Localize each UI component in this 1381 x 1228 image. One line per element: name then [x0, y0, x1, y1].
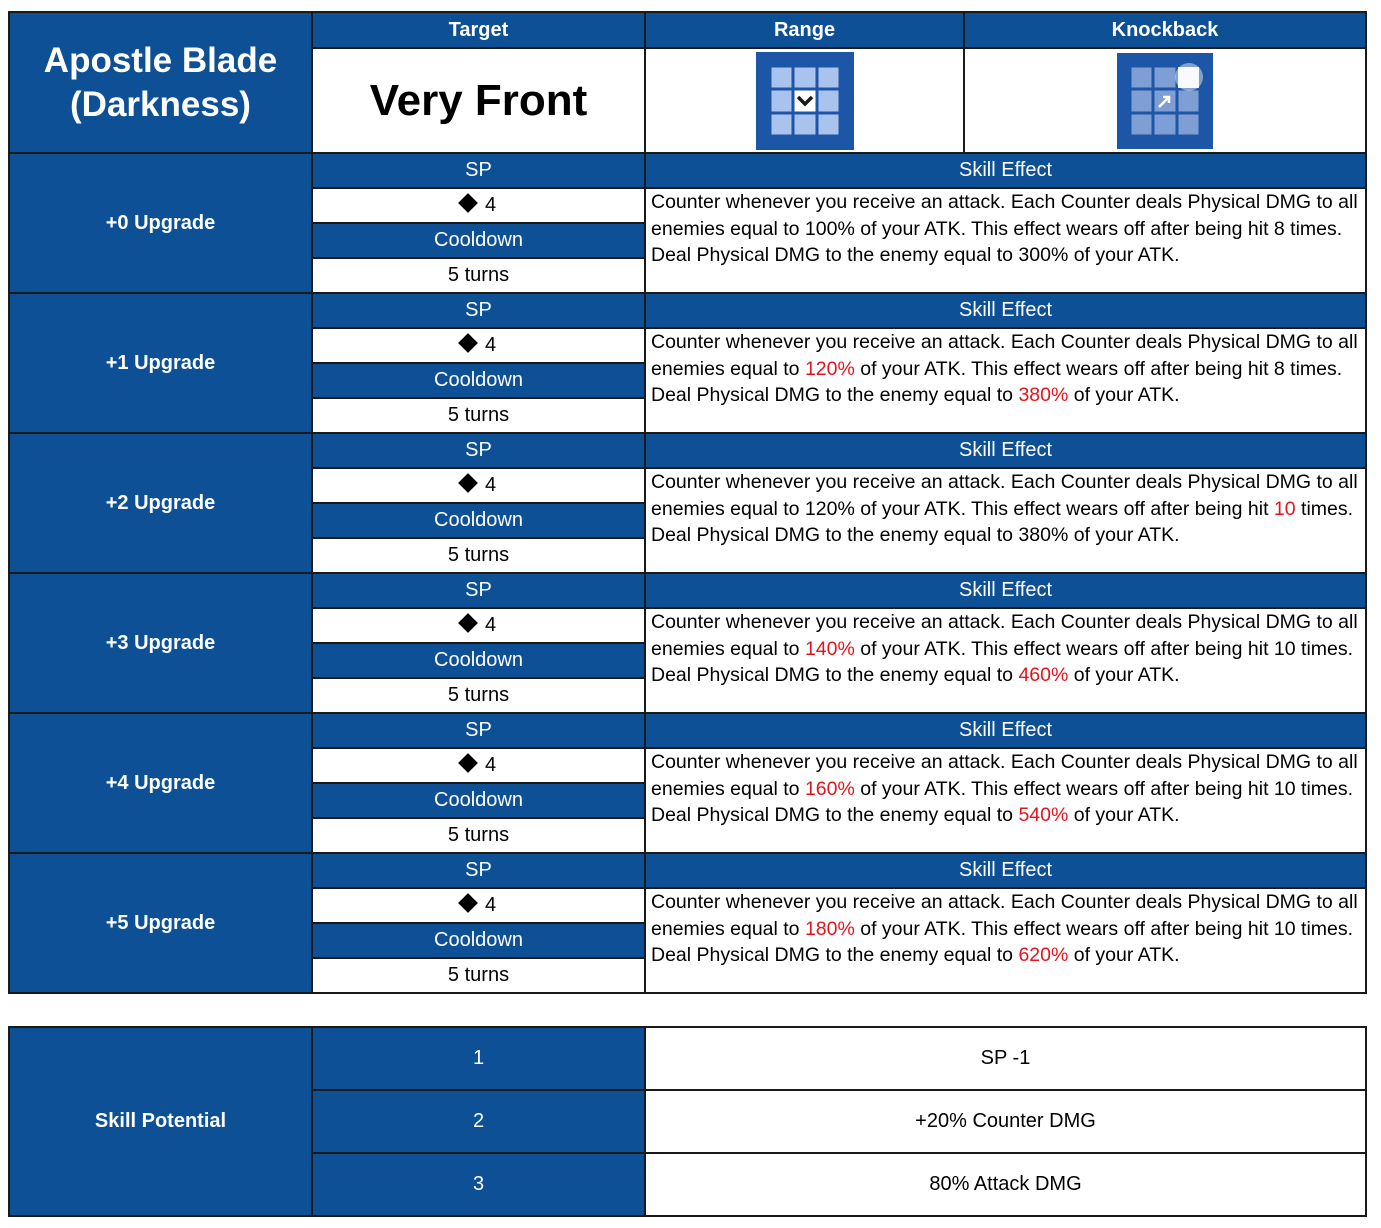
sp-header: SP — [312, 293, 645, 328]
effect-highlight: 540% — [1018, 804, 1069, 826]
skill-potential-title: Skill Potential — [9, 1027, 312, 1216]
sp-value: 4 — [484, 894, 497, 916]
potential-row — [9, 1027, 1366, 1090]
effect-highlight: 180% — [804, 917, 855, 940]
sp-value: 4 — [484, 334, 497, 356]
potential-number: 1 — [312, 1027, 645, 1090]
upgrade-label: +2 Upgrade — [9, 433, 312, 573]
effect-text: of your ATK. — [1068, 384, 1180, 406]
sp-value: 4 — [484, 194, 497, 216]
diamond-icon — [458, 193, 478, 213]
skill-name-line1: Apostle Blade — [43, 40, 278, 80]
sp-header: SP — [312, 713, 645, 748]
sp-value: 4 — [484, 754, 497, 776]
cooldown-header: Cooldown — [312, 643, 645, 678]
skill-effect-text — [645, 328, 1366, 433]
sp-value: 4 — [484, 614, 497, 636]
sp-value-cell — [312, 468, 645, 503]
effect-text: of your ATK. This effect wears off after being hit 10 times. Deal Physical DMG to the enemy equal to — [651, 917, 1354, 966]
skill-effect-header: Skill Effect — [645, 713, 1366, 748]
sp-value: 4 — [484, 474, 497, 496]
skill-effect-text — [645, 188, 1366, 293]
cooldown-value: 5 turns — [312, 538, 645, 573]
upgrade-label: +5 Upgrade — [9, 853, 312, 993]
effect-text: Counter whenever you receive an attack. Each Counter deals Physical DMG to all enemies equal to — [651, 751, 1358, 800]
target-header: Target — [312, 12, 645, 48]
sp-value-cell — [312, 328, 645, 363]
cooldown-value: 5 turns — [312, 258, 645, 293]
effect-text: of your ATK. This effect wears off after being hit 8 times. Deal Physical DMG to the enemy equal to — [651, 357, 1343, 406]
skill-effect-header: Skill Effect — [645, 293, 1366, 328]
effect-highlight: 160% — [804, 777, 855, 800]
effect-text: of your ATK. This effect wears off after being hit 10 times. Deal Physical DMG to the enemy equal to — [651, 637, 1354, 686]
diamond-icon — [458, 893, 478, 913]
skill-table-body — [9, 12, 1366, 993]
potential-number: 3 — [312, 1153, 645, 1216]
cooldown-value: 5 turns — [312, 818, 645, 853]
cooldown-header: Cooldown — [312, 923, 645, 958]
effect-text: of your ATK. — [1068, 664, 1180, 686]
skill-name-line2: (Darkness) — [70, 84, 251, 124]
potential-effect: SP -1 — [645, 1027, 1366, 1090]
potential-effect: 80% Attack DMG — [645, 1153, 1366, 1216]
diamond-icon — [458, 473, 478, 493]
skill-table — [8, 11, 1367, 994]
sp-header: SP — [312, 153, 645, 188]
upgrade-label: +3 Upgrade — [9, 573, 312, 713]
potential-number: 2 — [312, 1090, 645, 1153]
skill-effect-text — [645, 608, 1366, 713]
upgrade-row — [9, 713, 1366, 748]
cooldown-value: 5 turns — [312, 958, 645, 993]
skill-effect-header: Skill Effect — [645, 153, 1366, 188]
sp-header: SP — [312, 433, 645, 468]
effect-highlight: 460% — [1018, 664, 1069, 686]
effect-highlight: 140% — [804, 637, 855, 660]
cooldown-header: Cooldown — [312, 503, 645, 538]
sp-value-cell — [312, 608, 645, 643]
cooldown-header: Cooldown — [312, 363, 645, 398]
effect-text: of your ATK. — [1068, 944, 1180, 966]
diamond-icon — [458, 753, 478, 773]
range-icon-cell — [645, 48, 964, 153]
effect-text: times. Deal Physical DMG to the enemy equal to 380% of your ATK. — [651, 497, 1354, 546]
upgrade-label: +1 Upgrade — [9, 293, 312, 433]
cooldown-header: Cooldown — [312, 783, 645, 818]
upgrade-row — [9, 433, 1366, 468]
sp-value-cell — [312, 888, 645, 923]
knockback-icon-cell — [964, 48, 1366, 153]
effect-highlight: 620% — [1018, 944, 1069, 966]
range-grid-icon — [756, 52, 854, 150]
effect-text: of your ATK. This effect wears off after being hit 10 times. Deal Physical DMG to the enemy equal to — [651, 777, 1354, 826]
skill-effect-header: Skill Effect — [645, 573, 1366, 608]
upgrade-row — [9, 153, 1366, 188]
cooldown-header: Cooldown — [312, 223, 645, 258]
skill-effect-text — [645, 748, 1366, 853]
skill-potential-body — [9, 1027, 1366, 1216]
effect-highlight: 10 — [1273, 497, 1296, 520]
skill-effect-text — [645, 468, 1366, 573]
cooldown-value: 5 turns — [312, 398, 645, 433]
knockback-header: Knockback — [964, 12, 1366, 48]
target-value: Very Front — [312, 48, 645, 153]
skill-name-cell — [9, 12, 312, 153]
upgrade-label: +0 Upgrade — [9, 153, 312, 293]
effect-text: Counter whenever you receive an attack. Each Counter deals Physical DMG to all enemies equal to 120% of your ATK. This effect wears off after being hit — [651, 471, 1358, 520]
sp-header: SP — [312, 853, 645, 888]
effect-text: Counter whenever you receive an attack. Each Counter deals Physical DMG to all enemies equal to — [651, 331, 1358, 380]
skill-effect-header: Skill Effect — [645, 853, 1366, 888]
range-header: Range — [645, 12, 964, 48]
upgrade-row — [9, 853, 1366, 888]
upgrade-row — [9, 293, 1366, 328]
cooldown-value: 5 turns — [312, 678, 645, 713]
effect-text: Counter whenever you receive an attack. Each Counter deals Physical DMG to all enemies equal to — [651, 611, 1358, 660]
upgrade-row — [9, 573, 1366, 608]
sp-value-cell — [312, 188, 645, 223]
diamond-icon — [458, 333, 478, 353]
knockback-grid-icon — [1117, 53, 1213, 149]
header-row — [9, 12, 1366, 48]
potential-effect: +20% Counter DMG — [645, 1090, 1366, 1153]
skill-effect-header: Skill Effect — [645, 433, 1366, 468]
effect-highlight: 120% — [804, 357, 855, 380]
effect-text: Counter whenever you receive an attack. Each Counter deals Physical DMG to all enemies equal to 100% of your ATK. This effect wears off after being hit 8 times. Deal Physical DMG to the enemy equal to 300% of your ATK. — [651, 191, 1358, 266]
upgrade-label: +4 Upgrade — [9, 713, 312, 853]
diamond-icon — [458, 613, 478, 633]
sp-header: SP — [312, 573, 645, 608]
skill-effect-text — [645, 888, 1366, 993]
effect-highlight: 380% — [1018, 384, 1069, 406]
sp-value-cell — [312, 748, 645, 783]
effect-text: of your ATK. — [1068, 804, 1180, 826]
skill-potential-table — [8, 1026, 1367, 1217]
effect-text: Counter whenever you receive an attack. Each Counter deals Physical DMG to all enemies equal to — [651, 891, 1358, 940]
